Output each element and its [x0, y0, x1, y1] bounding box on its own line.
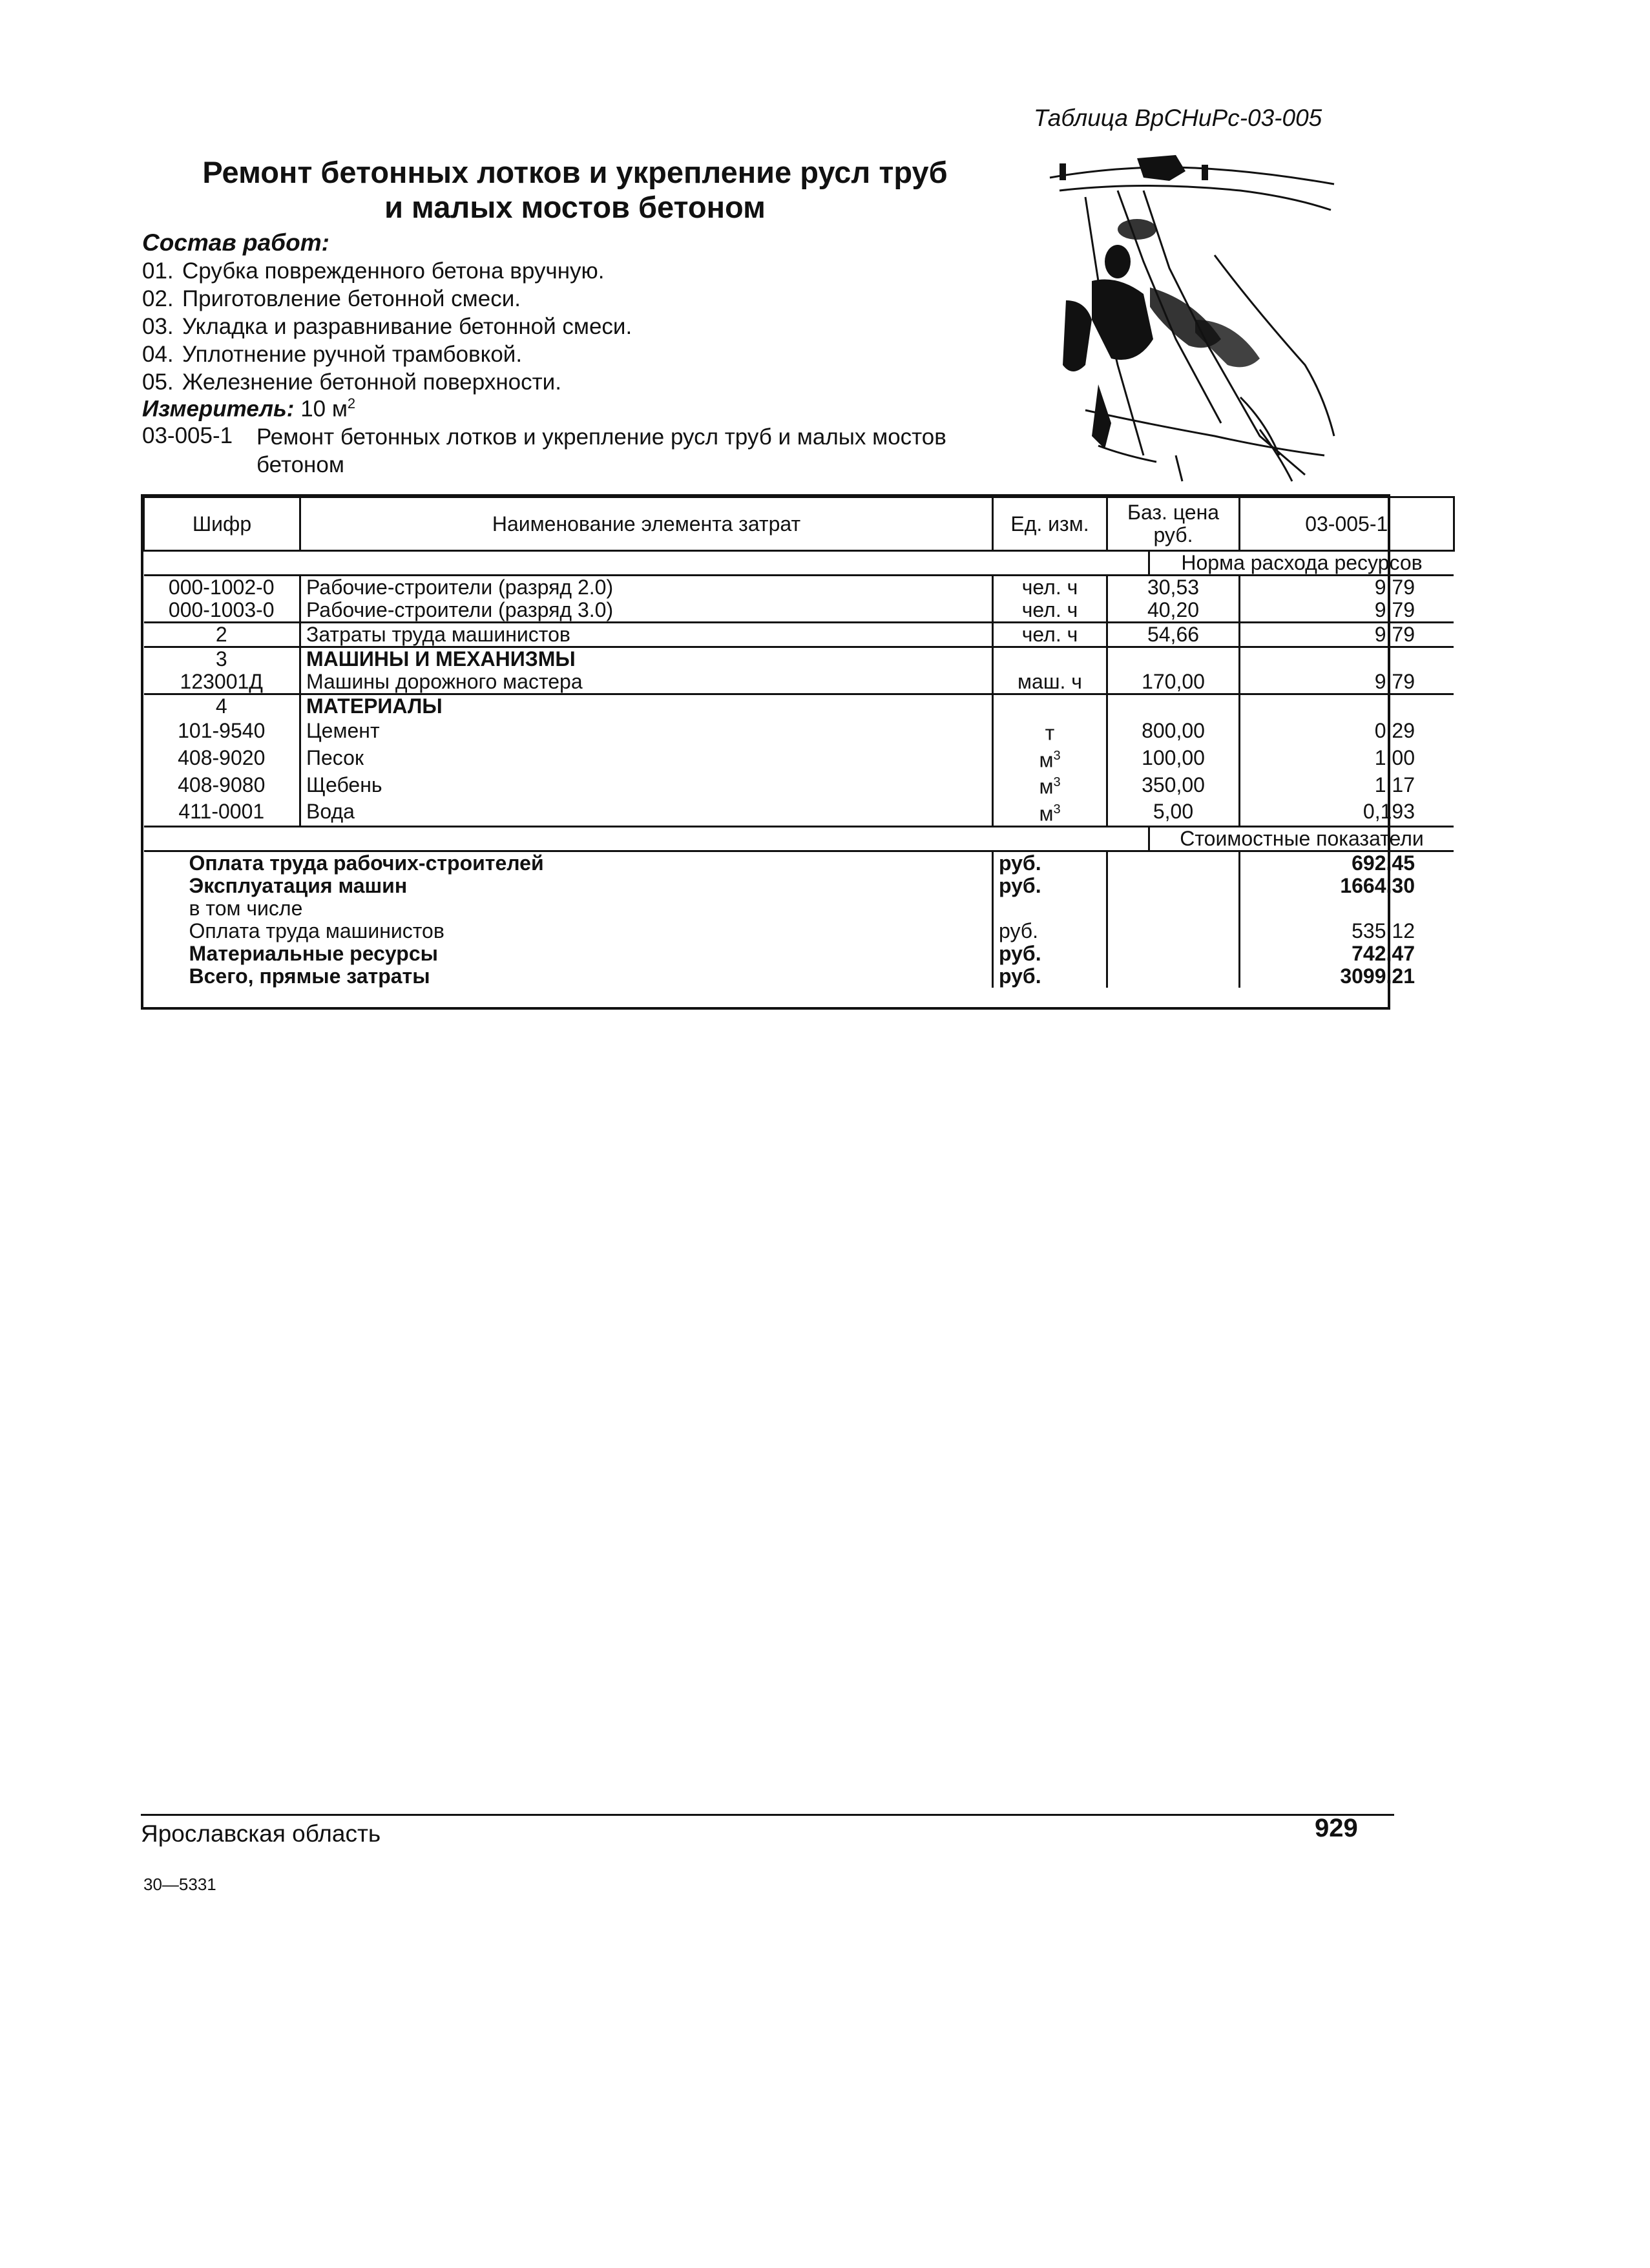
row-price: 100,00: [1107, 745, 1240, 772]
measure-exponent: 2: [347, 395, 356, 411]
cost-banner-cell: [144, 826, 1454, 851]
table-row: [144, 671, 1454, 694]
cost-row: [144, 897, 1454, 920]
table-reference: Таблица ВрСНиРс-03-005: [1034, 105, 1322, 131]
cost-value: 1664,30: [1340, 873, 1415, 897]
row-name: Цемент: [300, 718, 993, 745]
work-item-number: 02.: [142, 286, 174, 311]
row-unit: [993, 771, 1107, 798]
work-item-text: Срубка поврежденного бетона вручную.: [182, 258, 605, 284]
cost-unit: руб.: [993, 920, 1107, 942]
page-title-line-1: Ремонт бетонных лотков и укрепление русл труб: [202, 155, 948, 189]
group-name: МАТЕРИАЛЫ: [300, 694, 993, 718]
header-base-price: Баз. цена руб.: [1107, 497, 1240, 551]
norm-banner: [144, 551, 1454, 576]
row-price: 800,00: [1107, 718, 1240, 745]
work-item-number: 03.: [142, 314, 174, 339]
row-code: 101-9540: [144, 718, 300, 745]
unit-exponent: 3: [1053, 748, 1061, 763]
group-code: 3: [144, 647, 300, 671]
row-norm: 9,79: [1240, 623, 1454, 647]
row-price: 350,00: [1107, 771, 1240, 798]
cost-price: [1107, 875, 1240, 897]
cost-name: Оплата труда машинистов: [144, 920, 993, 942]
footer-region: Ярославская область: [141, 1820, 381, 1847]
row-name: Песок: [300, 745, 993, 772]
group-code: 4: [144, 694, 300, 718]
row-code: 411-0001: [144, 798, 300, 826]
header-code: Шифр: [144, 497, 300, 551]
cost-price: [1107, 851, 1240, 875]
cost-unit: руб.: [993, 942, 1107, 965]
work-item: [142, 340, 632, 368]
cost-name: Материальные ресурсы: [144, 942, 993, 965]
work-item-text: Укладка и разравнивание бетонной смеси.: [182, 314, 632, 339]
work-item-number: 05.: [142, 369, 174, 395]
row-price: 40,20: [1107, 599, 1240, 623]
cost-row: [144, 851, 1454, 875]
group-name: МАШИНЫ И МЕХАНИЗМЫ: [300, 647, 993, 671]
row-name: Машины дорожного мастера: [300, 671, 993, 694]
row-unit: чел. ч: [993, 599, 1107, 623]
table-row: [144, 576, 1454, 599]
row-price: 170,00: [1107, 671, 1240, 694]
work-item: [142, 257, 632, 285]
group-header-row: [144, 647, 1454, 671]
row-norm: 1,00: [1374, 745, 1415, 769]
row-name: Щебень: [300, 771, 993, 798]
work-item-number: 01.: [142, 258, 174, 284]
print-code: 30—5331: [143, 1875, 216, 1894]
resource-norms-table: [143, 496, 1455, 988]
work-item: [142, 285, 632, 313]
unit-text: м: [1039, 775, 1054, 798]
work-item-text: Приготовление бетонной смеси.: [182, 286, 521, 311]
footer-divider: [141, 1814, 1394, 1816]
row-name: Затраты труда машинистов: [300, 623, 993, 647]
row-code: 000-1002-0: [144, 576, 300, 599]
cost-banner: [144, 826, 1454, 851]
page-title: [139, 155, 1011, 225]
unit-text: м: [1039, 748, 1054, 772]
row-unit: [993, 718, 1107, 745]
row-unit: [993, 798, 1107, 826]
cost-name: Оплата труда рабочих-строителей: [144, 851, 993, 875]
cost-name: Эксплуатация машин: [144, 875, 993, 897]
cost-row: [144, 875, 1454, 897]
header-unit: Ед. изм.: [993, 497, 1107, 551]
measure-label: Измеритель:: [142, 396, 295, 422]
cost-value: 535,12: [1352, 919, 1415, 942]
row-code: 408-9080: [144, 771, 300, 798]
table-row: [144, 771, 1454, 798]
row-price: 30,53: [1107, 576, 1240, 599]
table-row: [144, 623, 1454, 647]
cost-row: [144, 920, 1454, 942]
row-norm: 9,79: [1240, 599, 1454, 623]
table-row: [144, 798, 1454, 826]
row-unit: [993, 647, 1107, 671]
header-norm-code: 03-005-1: [1240, 497, 1454, 551]
row-norm: 9,79: [1374, 576, 1415, 599]
cost-price: [1107, 942, 1240, 965]
work-composition-list: [142, 257, 632, 396]
row-unit: маш. ч: [993, 671, 1107, 694]
header-name: Наименование элемента затрат: [300, 497, 993, 551]
cost-name: Всего, прямые затраты: [144, 965, 993, 988]
row-unit: [993, 745, 1107, 772]
row-price: 5,00: [1107, 798, 1240, 826]
row-name: Рабочие-строители (разряд 3.0): [300, 599, 993, 623]
unit-text: м: [1039, 802, 1054, 826]
row-name: Вода: [300, 798, 993, 826]
norm-banner-cell: [144, 551, 1454, 576]
row-price: [1107, 694, 1240, 718]
section-code: 03-005-1: [142, 423, 233, 448]
workers-repairing-culvert-illustration: [1047, 152, 1337, 488]
row-norm: 9,79: [1240, 671, 1454, 694]
cost-name: в том числе: [144, 897, 993, 920]
norm-banner-label: Норма расхода ресурсов: [1148, 552, 1454, 574]
row-code: 408-9020: [144, 745, 300, 772]
cost-value: 692,45: [1352, 851, 1415, 875]
measure-value: 10 м: [300, 396, 348, 422]
row-norm: 1,17: [1374, 773, 1415, 796]
cost-price: [1107, 965, 1240, 988]
cost-price: [1107, 920, 1240, 942]
row-unit: чел. ч: [993, 623, 1107, 647]
table-row: [144, 718, 1454, 745]
row-code: 123001Д: [144, 671, 300, 694]
cost-banner-label: Стоимостные показатели: [1148, 827, 1454, 850]
work-item-number: 04.: [142, 342, 174, 367]
row-norm: 0,29: [1374, 719, 1415, 743]
cost-unit: руб.: [993, 875, 1107, 897]
cost-unit: руб.: [993, 851, 1107, 875]
table-row: [144, 745, 1454, 772]
page-title-line-2: и малых мостов бетоном: [384, 190, 766, 224]
cost-unit: руб.: [993, 965, 1107, 988]
cost-value: 742,47: [1352, 941, 1415, 965]
row-price: 54,66: [1107, 623, 1240, 647]
cost-row: [144, 942, 1454, 965]
work-item: [142, 313, 632, 340]
cost-value: 3099,21: [1340, 964, 1415, 988]
page-number: 929: [1315, 1814, 1358, 1842]
unit-exponent: 3: [1053, 775, 1061, 790]
row-norm: [1240, 647, 1454, 671]
row-name: Рабочие-строители (разряд 2.0): [300, 576, 993, 599]
cost-unit: [993, 897, 1107, 920]
work-composition-heading: Состав работ:: [142, 229, 329, 256]
work-item-text: Железнение бетонной поверхности.: [182, 369, 561, 395]
row-norm: [1240, 694, 1454, 718]
cost-value: [1240, 897, 1454, 920]
work-item-text: Уплотнение ручной трамбовкой.: [182, 342, 523, 367]
group-header-row: [144, 694, 1454, 718]
row-norm: 0,193: [1240, 798, 1454, 826]
row-unit: [993, 694, 1107, 718]
cost-price: [1107, 897, 1240, 920]
table-header-row: [144, 497, 1454, 551]
row-price: [1107, 647, 1240, 671]
row-unit: чел. ч: [993, 576, 1107, 599]
measure-unit: [142, 395, 355, 422]
table-row: [144, 599, 1454, 623]
row-code: 000-1003-0: [144, 599, 300, 623]
row-code: 2: [144, 623, 300, 647]
unit-exponent: 3: [1053, 802, 1061, 817]
work-item: [142, 368, 632, 396]
cost-row: [144, 965, 1454, 988]
section-description: Ремонт бетонных лотков и укрепление русл труб и малых мостов бетоном: [256, 424, 946, 477]
unit-text: т: [1045, 721, 1055, 745]
